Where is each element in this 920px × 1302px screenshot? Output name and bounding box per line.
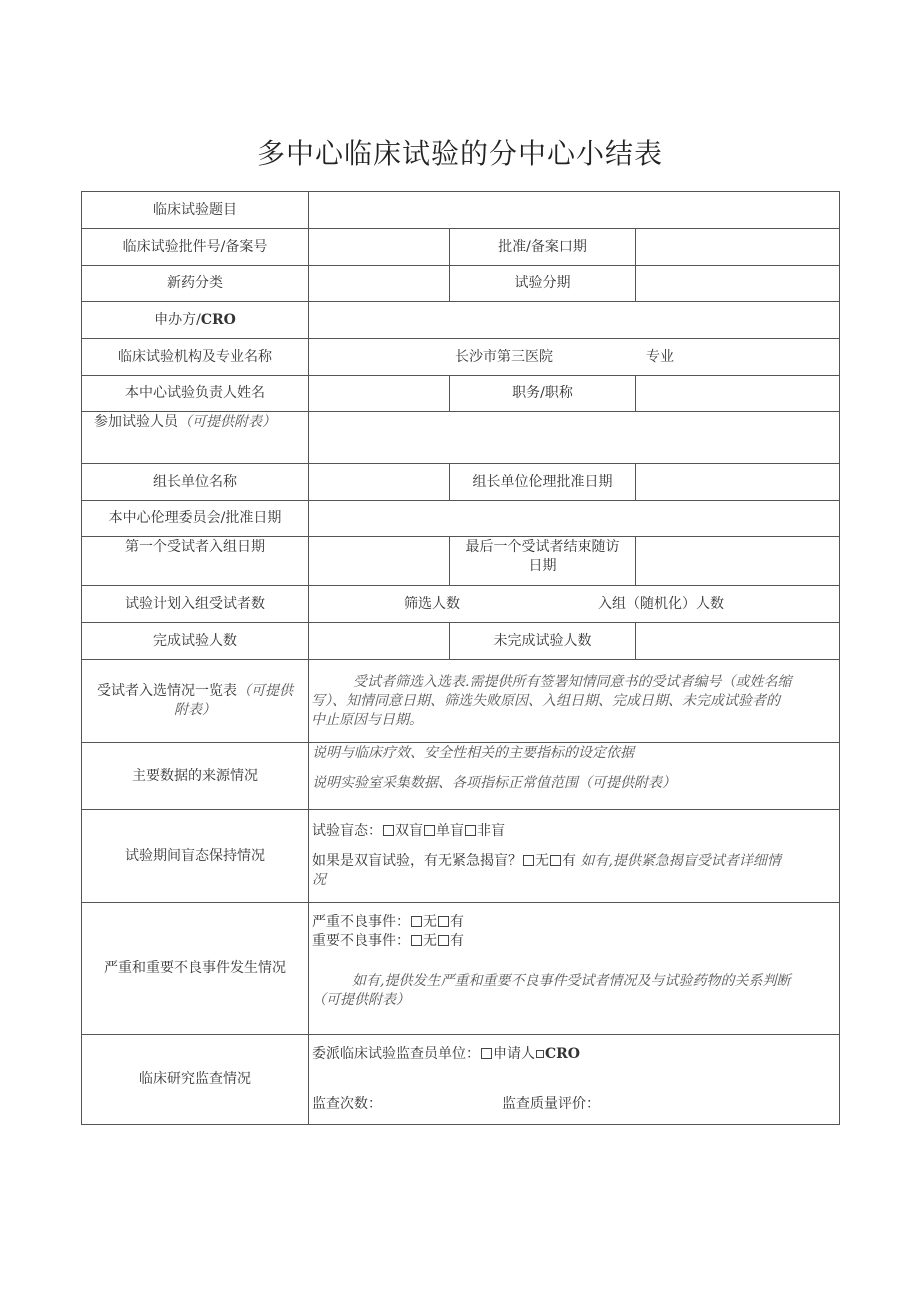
adverse-events-label: 严重和重要不良事件发生情况 (82, 903, 309, 1035)
serious-ae-no-checkbox[interactable] (411, 916, 422, 927)
cro-checkbox[interactable] (536, 1050, 544, 1058)
data-source-line1: 说明与临床疗效、安全性相关的主要指标的设定依据 (312, 745, 634, 761)
applicant-checkbox[interactable] (481, 1048, 492, 1059)
institution-value-cell[interactable] (309, 339, 840, 376)
monitoring-label: 临床研究监查情况 (82, 1035, 309, 1125)
trial-phase-label: 试验分期 (450, 266, 636, 302)
last-followup-label-line1: 最后一个受试者结束随访 (465, 539, 620, 555)
pi-title-label: 职务/职称 (450, 376, 636, 412)
monitor-stats-line (312, 1095, 836, 1114)
ethics-label: 本中心伦理委员会/批准日期 (82, 501, 309, 537)
ethics-input-cell[interactable] (309, 501, 840, 537)
row-blinding (82, 810, 840, 903)
row-institution (82, 339, 840, 376)
staff-input-cell[interactable] (309, 412, 840, 464)
row-approval (82, 229, 840, 266)
first-enroll-input-cell[interactable] (309, 537, 450, 586)
pi-title-input-cell[interactable] (636, 376, 840, 412)
page-title: 多中心临床试验的分中心小结表 (256, 137, 663, 170)
sponsor-label (82, 302, 309, 339)
blinding-label: 试验期间盲态保持情况 (82, 810, 309, 903)
trial-phase-input-cell[interactable] (636, 266, 840, 302)
row-monitor (82, 1035, 840, 1125)
subjects-list-label-line2: 附表） (174, 702, 216, 718)
pi-name-label: 本中心试验负责人姓名 (82, 376, 309, 412)
data-source-label: 主要数据的来源情况 (82, 743, 309, 810)
lead-ethics-date-input-cell[interactable] (636, 464, 840, 501)
monitor-quality-label: 监查质量评价： (502, 1096, 600, 1112)
first-enroll-label: 第一个受试者入组日期 (82, 537, 309, 586)
lead-unit-label: 组长单位名称 (82, 464, 309, 501)
blinding-status-prefix: 试验盲态： (312, 823, 382, 839)
row-staff (82, 412, 840, 464)
subjects-list-label-line1 (85, 682, 305, 701)
completed-count-input-cell[interactable] (309, 623, 450, 660)
subjects-desc-line3: 中止原因与日期。 (311, 711, 423, 728)
subjects-desc-line1: 受试者筛选入选表.需提供所有签署知情同意书的受试者编号（或姓名缩 (353, 673, 792, 690)
pi-name-input-cell[interactable] (309, 376, 450, 412)
single-blind-checkbox[interactable] (424, 825, 435, 836)
drug-category-input-cell[interactable] (309, 266, 450, 302)
incomplete-count-label: 未完成试验人数 (450, 623, 636, 660)
adverse-note-line2: （可提供附表） (312, 992, 410, 1008)
data-source-description[interactable] (309, 743, 840, 810)
institution-name: 长沙市第三医院 (455, 348, 553, 365)
blinding-status-line (312, 822, 836, 841)
double-blind-checkbox[interactable] (383, 825, 394, 836)
open-label-checkbox[interactable] (465, 825, 476, 836)
unblinding-yes-label: 有 (562, 853, 576, 869)
subjects-list-label-text: 受试者入选情况一览表 (97, 683, 237, 699)
open-label-label: 非盲 (477, 823, 505, 839)
monitoring-value-cell (309, 1035, 840, 1125)
unblinding-question-line (312, 852, 836, 871)
serious-ae-yes-checkbox[interactable] (438, 916, 449, 927)
unblinding-question: 如果是双盲试验，有无紧急揭盲？ (312, 853, 522, 869)
last-followup-input-cell[interactable] (636, 537, 840, 586)
serious-ae-no-label: 无 (423, 914, 437, 930)
monitor-unit-label: 委派临床试验监查员单位： (312, 1046, 480, 1062)
approval-date-input-cell[interactable] (636, 229, 840, 266)
row-ethics (82, 501, 840, 537)
specialty-label: 专业 (646, 348, 674, 365)
row-subjects (82, 660, 840, 743)
topic-label: 临床试验题目 (82, 192, 309, 229)
important-ae-no-label: 无 (423, 933, 437, 949)
adverse-events-value-cell (309, 903, 840, 1035)
row-completed (82, 623, 840, 660)
sponsor-label-text: 申办方/ (154, 311, 201, 328)
serious-ae-line (312, 913, 836, 932)
row-sponsor (82, 302, 840, 339)
unblinding-note-line2: 况 (312, 872, 326, 888)
summary-form-table (81, 191, 840, 1125)
randomized-count-label: 入组（随机化）人数 (598, 595, 724, 612)
institution-label: 临床试验机构及专业名称 (82, 339, 309, 376)
blinding-value-cell (309, 810, 840, 903)
single-blind-label: 单盲 (436, 823, 464, 839)
unblinding-note-line1: 如有,提供紧急揭盲受试者详细情 (580, 853, 781, 869)
subjects-desc-line2: 写）、知情同意日期、筛选失败原因、入组日期、完成日期、未完成试验者的 (311, 692, 780, 709)
planned-subjects-label: 试验计划入组受试者数 (82, 586, 309, 623)
approval-number-label: 临床试验批件号/备案号 (82, 229, 309, 266)
data-source-line2: 说明实验室采集数据、各项指标正常值范围（可提供附表） (312, 775, 676, 791)
serious-ae-yes-label: 有 (450, 914, 464, 930)
adverse-note-line1: 如有,提供发生严重和重要不良事件受试者情况及与试验药物的关系判断 (352, 973, 791, 989)
monitor-visits-label: 监查次数： (312, 1096, 382, 1112)
planned-subjects-value-cell[interactable] (309, 586, 840, 623)
subjects-list-description[interactable] (309, 660, 840, 743)
last-followup-label (450, 537, 636, 586)
double-blind-label: 双盲 (395, 823, 423, 839)
completed-count-label: 完成试验人数 (82, 623, 309, 660)
staff-label (82, 412, 309, 464)
incomplete-count-input-cell[interactable] (636, 623, 840, 660)
row-planned (82, 586, 840, 623)
drug-category-label: 新药分类 (82, 266, 309, 302)
topic-input-cell[interactable] (309, 192, 840, 229)
important-ae-yes-label: 有 (450, 933, 464, 949)
unblinding-no-label: 无 (535, 853, 549, 869)
sponsor-label-cro: CRO (200, 311, 236, 328)
row-adverse (82, 903, 840, 1035)
lead-ethics-date-label: 组长单位伦理批准日期 (450, 464, 636, 501)
row-data-source (82, 743, 840, 810)
screened-count-label: 筛选人数 (404, 595, 460, 612)
important-ae-label: 重要不良事件： (312, 933, 410, 949)
approval-date-label: 批准/备案口期 (450, 229, 636, 266)
subjects-list-label-note: （可提供 (237, 683, 293, 699)
row-category (82, 266, 840, 302)
row-pi (82, 376, 840, 412)
important-ae-no-checkbox[interactable] (411, 935, 422, 946)
sponsor-input-cell[interactable] (309, 302, 840, 339)
applicant-label: 申请人 (493, 1046, 535, 1062)
important-ae-yes-checkbox[interactable] (438, 935, 449, 946)
row-topic (82, 192, 840, 229)
subjects-list-label (82, 660, 309, 743)
staff-label-note: （可提供附表） (178, 414, 276, 430)
cro-label: CRO (545, 1046, 580, 1062)
approval-number-input-cell[interactable] (309, 229, 450, 266)
last-followup-label-line2: 日期 (528, 558, 557, 574)
unblinding-yes-checkbox[interactable] (550, 855, 561, 866)
serious-ae-label: 严重不良事件： (312, 914, 410, 930)
unblinding-no-checkbox[interactable] (523, 855, 534, 866)
monitor-unit-line (312, 1045, 836, 1064)
lead-unit-input-cell[interactable] (309, 464, 450, 501)
row-enroll (82, 537, 840, 586)
staff-label-text: 参加试验人员 (94, 414, 178, 430)
important-ae-line (312, 932, 836, 951)
row-lead (82, 464, 840, 501)
